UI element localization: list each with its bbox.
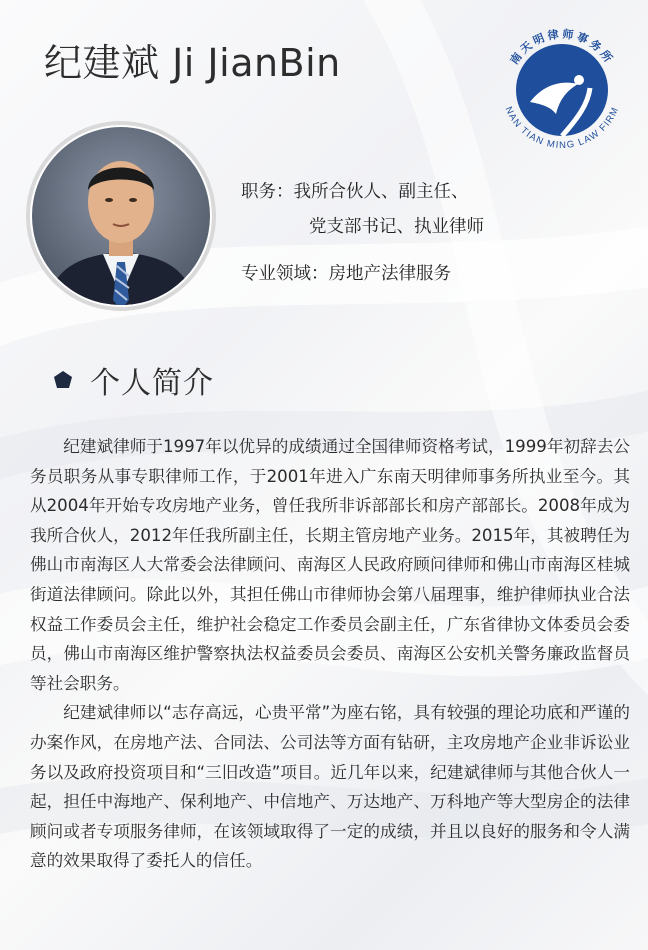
svg-text:NAN TIAN MING LAW FIRM: NAN TIAN MING LAW FIRM — [502, 105, 622, 152]
position-value-2: 党支部书记、执业律师 — [309, 217, 484, 237]
field-line — [241, 260, 451, 285]
bio-text — [30, 432, 630, 876]
svg-text:南天明律师事务所: 南天明律师事务所 — [507, 27, 617, 67]
field-value: 房地产法律服务 — [328, 264, 451, 284]
bio-paragraph-2: 纪建斌律师以“志存高远，心贵平常”为座右铭，具有较强的理论功底和严谨的办案作风，在房地产法、合同法、公司法等方面有钻研，主攻房地产企业非诉讼业务以及政府投资项目和“三旧改造”项目。近几年以来，纪建斌律师与其他合伙人一起，担任中海地产、保利地产、中信地产、万达地产、万科地产等大型房企的法律顾问或者专项服务律师，在该领域取得了一定的成绩，并且以良好的服务和令人满意的效果取得了委托人的信任。 — [30, 703, 630, 871]
page-title: 纪建斌 Ji JianBin — [44, 41, 341, 85]
position-value-1: 我所合伙人、副主任、 — [293, 182, 469, 202]
pentagon-bullet-icon — [52, 369, 74, 391]
position-label: 职务： — [241, 182, 294, 202]
law-firm-logo — [492, 18, 632, 168]
field-label: 专业领域： — [241, 264, 329, 284]
position-line-1 — [241, 178, 469, 203]
section-heading — [52, 358, 214, 402]
section-title: 个人简介 — [90, 366, 214, 401]
bio-paragraph-1: 纪建斌律师于1997年以优异的成绩通过全国律师资格考试，1999年初辞去公务员职务从事专职律师工作，于2001年进入广东南天明律师事务所执业至今。其从2004年开始专攻房地产业务，曾任我所非诉部部长和房产部部长。2008年成为我所合伙人，2012年任我所副主任，长期主管房地产业务。2015年，其被聘任为佛山市南海区人大常委会法律顾问、南海区人民政府顾问律师和佛山市南海区桂城街道法律顾问。除此以外，其担任佛山市律师协会第八届理事，维护律师执业合法权益工作委员会主任，维护社会稳定工作委员会副主任，广东省律协文体委员会委员，佛山市南海区维护警察执法权益委员会委员、南海区公安机关警务廉政监督员等社会职务。 — [30, 437, 630, 693]
lawyer-portrait — [25, 120, 217, 312]
